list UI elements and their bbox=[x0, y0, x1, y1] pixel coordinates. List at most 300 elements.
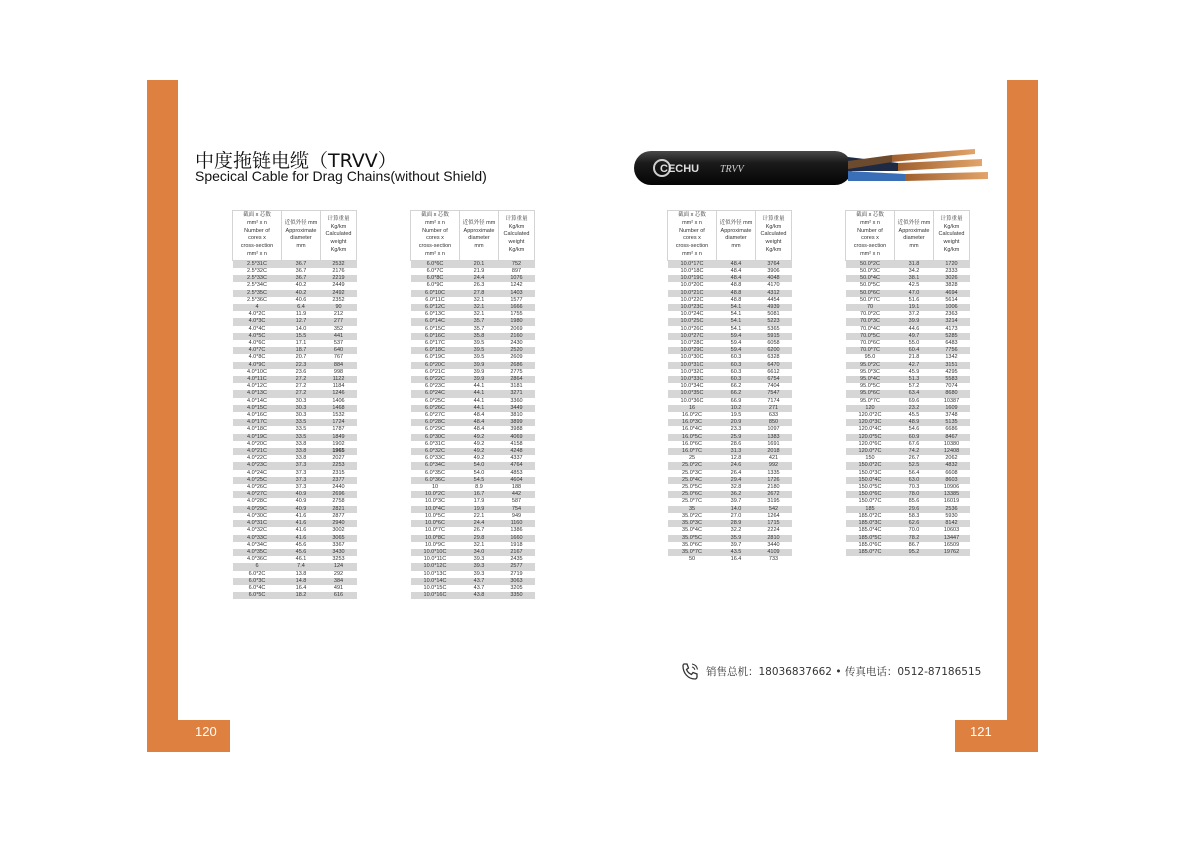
cell-diameter: 14.8 bbox=[282, 578, 321, 585]
table-row bbox=[846, 549, 970, 556]
table-row bbox=[668, 434, 792, 441]
cell-weight: 3449 bbox=[499, 405, 535, 412]
column-header-line: Approximate bbox=[898, 227, 930, 234]
cell-diameter: 35.9 bbox=[717, 535, 756, 542]
cell-weight: 1383 bbox=[756, 434, 792, 441]
column-header-line: mm² x n bbox=[247, 250, 267, 257]
table-row bbox=[411, 311, 535, 318]
cell-weight: 3899 bbox=[499, 419, 535, 426]
cell-diameter: 41.6 bbox=[282, 527, 321, 534]
cell-weight: 6612 bbox=[756, 369, 792, 376]
cell-diameter: 58.3 bbox=[895, 513, 934, 520]
cell-section: 6.0*2C bbox=[233, 571, 282, 578]
cell-section: 50.0*3C bbox=[846, 268, 895, 275]
cell-weight: 2180 bbox=[756, 484, 792, 491]
cell-diameter: 59.4 bbox=[717, 333, 756, 340]
cell-section: 50.0*4C bbox=[846, 275, 895, 282]
cell-diameter: 33.5 bbox=[282, 434, 321, 441]
column-header-1 bbox=[411, 211, 460, 261]
table-row bbox=[233, 571, 357, 578]
cell-weight: 7174 bbox=[756, 398, 792, 405]
cell-section: 6.0*15C bbox=[411, 326, 460, 333]
cell-weight: 2686 bbox=[499, 362, 535, 369]
cell-weight: 4173 bbox=[934, 326, 970, 333]
cell-diameter: 54.1 bbox=[717, 326, 756, 333]
cell-section: 35.0*7C bbox=[668, 549, 717, 556]
column-header-line: mm bbox=[909, 243, 919, 250]
cell-section: 10.0*25C bbox=[668, 318, 717, 325]
cell-weight: 7404 bbox=[756, 383, 792, 390]
cell-weight: 3988 bbox=[499, 426, 535, 433]
cell-section: 10.0*18C bbox=[668, 268, 717, 275]
cell-diameter: 45.5 bbox=[895, 412, 934, 419]
table-row bbox=[668, 369, 792, 376]
cell-diameter: 22.3 bbox=[282, 362, 321, 369]
cell-section: 4.0*21C bbox=[233, 448, 282, 455]
cell-weight: 6200 bbox=[756, 347, 792, 354]
cell-section: 35.0*5C bbox=[668, 535, 717, 542]
column-header-line: cores x bbox=[248, 235, 266, 242]
cell-diameter: 44.1 bbox=[460, 390, 499, 397]
table-row bbox=[411, 412, 535, 419]
cell-weight: 542 bbox=[756, 506, 792, 513]
cell-weight: 271 bbox=[756, 405, 792, 412]
page-title-english: Specical Cable for Drag Chains(without Shield) bbox=[195, 168, 487, 184]
cell-diameter: 39.5 bbox=[460, 347, 499, 354]
cell-weight: 2520 bbox=[499, 347, 535, 354]
cell-weight: 2492 bbox=[321, 290, 357, 297]
cell-diameter: 56.4 bbox=[895, 470, 934, 477]
cell-weight: 3430 bbox=[321, 549, 357, 556]
table-row bbox=[668, 326, 792, 333]
table-row bbox=[233, 520, 357, 527]
cell-section: 10.0*2C bbox=[411, 491, 460, 498]
cell-section: 150.0*5C bbox=[846, 484, 895, 491]
column-header-line: 近似外径 mm bbox=[284, 219, 318, 226]
cell-weight: 2352 bbox=[321, 297, 357, 304]
table-row bbox=[668, 340, 792, 347]
cell-diameter: 37.2 bbox=[895, 311, 934, 318]
table-row bbox=[846, 311, 970, 318]
table-row bbox=[668, 513, 792, 520]
cell-weight: 6608 bbox=[934, 470, 970, 477]
cell-weight: 2719 bbox=[499, 571, 535, 578]
table-row bbox=[233, 304, 357, 311]
cell-section: 16.0*2C bbox=[668, 412, 717, 419]
cell-diameter: 35.7 bbox=[460, 326, 499, 333]
cell-weight: 1264 bbox=[756, 513, 792, 520]
cell-weight: 3002 bbox=[321, 527, 357, 534]
cell-weight: 1755 bbox=[499, 311, 535, 318]
cell-section: 4.0*16C bbox=[233, 412, 282, 419]
cell-section: 4.0*17C bbox=[233, 419, 282, 426]
cell-section: 120.0*2C bbox=[846, 412, 895, 419]
table-row bbox=[668, 556, 792, 563]
table-row bbox=[846, 354, 970, 361]
table-row bbox=[411, 383, 535, 390]
table-row bbox=[846, 477, 970, 484]
cell-diameter: 48.4 bbox=[717, 275, 756, 282]
cell-diameter: 54.0 bbox=[460, 462, 499, 469]
cell-diameter: 60.9 bbox=[895, 434, 934, 441]
cell-diameter: 16.4 bbox=[282, 585, 321, 592]
cell-section: 16.0*7C bbox=[668, 448, 717, 455]
cell-diameter: 54.6 bbox=[895, 426, 934, 433]
table-row bbox=[846, 369, 970, 376]
table-row bbox=[411, 592, 535, 599]
cell-section: 95.0*6C bbox=[846, 390, 895, 397]
table-row bbox=[846, 304, 970, 311]
cell-section: 4.0*36C bbox=[233, 556, 282, 563]
cell-diameter: 49.2 bbox=[460, 455, 499, 462]
cell-diameter: 16.7 bbox=[460, 491, 499, 498]
table-row bbox=[846, 462, 970, 469]
cell-diameter: 43.5 bbox=[717, 549, 756, 556]
table-row bbox=[668, 527, 792, 534]
table-row bbox=[668, 383, 792, 390]
cell-section: 6.0*5C bbox=[233, 592, 282, 599]
cell-section: 10.0*32C bbox=[668, 369, 717, 376]
cell-section: 4.0*19C bbox=[233, 434, 282, 441]
cell-diameter: 10.2 bbox=[717, 405, 756, 412]
cell-diameter: 60.4 bbox=[895, 347, 934, 354]
table-row bbox=[233, 347, 357, 354]
cell-weight: 4337 bbox=[499, 455, 535, 462]
table-row bbox=[411, 470, 535, 477]
cell-diameter: 39.7 bbox=[717, 498, 756, 505]
table-row bbox=[668, 275, 792, 282]
column-header-line: Approximate bbox=[463, 227, 495, 234]
column-header-line: cross-section bbox=[240, 243, 274, 250]
cell-section: 16.0*3C bbox=[668, 419, 717, 426]
table-row bbox=[668, 426, 792, 433]
column-header-3 bbox=[934, 211, 970, 261]
cell-weight: 5081 bbox=[756, 311, 792, 318]
table-row bbox=[411, 520, 535, 527]
cell-section: 10 bbox=[411, 484, 460, 491]
cell-diameter: 66.2 bbox=[717, 390, 756, 397]
table-row bbox=[233, 441, 357, 448]
table-row bbox=[411, 333, 535, 340]
cell-weight: 1386 bbox=[499, 527, 535, 534]
cell-weight: 1335 bbox=[756, 470, 792, 477]
cell-section: 4.0*6C bbox=[233, 340, 282, 347]
cell-weight: 3065 bbox=[321, 535, 357, 542]
cell-diameter: 55.0 bbox=[895, 340, 934, 347]
cell-diameter: 32.8 bbox=[717, 484, 756, 491]
cell-diameter: 41.6 bbox=[282, 535, 321, 542]
table-row bbox=[233, 333, 357, 340]
table-row bbox=[233, 275, 357, 282]
column-header-2 bbox=[460, 211, 499, 261]
table-row bbox=[668, 549, 792, 556]
cell-section: 6.0*6C bbox=[411, 260, 460, 268]
cell-diameter: 30.3 bbox=[282, 412, 321, 419]
cell-diameter: 49.7 bbox=[895, 333, 934, 340]
table-row bbox=[668, 398, 792, 405]
cell-section: 185 bbox=[846, 506, 895, 513]
table-row bbox=[668, 376, 792, 383]
cell-weight: 10387 bbox=[934, 398, 970, 405]
column-header-line: 计算重量 bbox=[762, 215, 785, 222]
cell-section: 4.0*22C bbox=[233, 455, 282, 462]
cell-weight: 8680 bbox=[934, 390, 970, 397]
cell-section: 6.0*10C bbox=[411, 290, 460, 297]
table-row bbox=[411, 362, 535, 369]
cell-diameter: 32.1 bbox=[460, 311, 499, 318]
cell-diameter: 62.6 bbox=[895, 520, 934, 527]
table-row bbox=[668, 290, 792, 297]
cell-section: 16.0*6C bbox=[668, 441, 717, 448]
table-row bbox=[411, 426, 535, 433]
cell-diameter: 40.9 bbox=[282, 491, 321, 498]
cell-section: 6.0*28C bbox=[411, 419, 460, 426]
cell-section: 10.0*26C bbox=[668, 326, 717, 333]
cell-weight: 1403 bbox=[499, 290, 535, 297]
column-header-line: 计算重量 bbox=[327, 215, 350, 222]
cell-weight: 1097 bbox=[756, 426, 792, 433]
cell-diameter: 52.5 bbox=[895, 462, 934, 469]
cell-section: 2.5*34C bbox=[233, 282, 282, 289]
table-row bbox=[233, 340, 357, 347]
cell-diameter: 29.8 bbox=[460, 535, 499, 542]
cell-diameter: 43.7 bbox=[460, 578, 499, 585]
table-row bbox=[846, 340, 970, 347]
spec-table-1 bbox=[232, 210, 357, 599]
cell-diameter: 47.0 bbox=[895, 290, 934, 297]
cell-weight: 4048 bbox=[756, 275, 792, 282]
cell-weight: 2062 bbox=[934, 455, 970, 462]
cell-weight: 1965 bbox=[321, 448, 357, 455]
cell-diameter: 22.1 bbox=[460, 513, 499, 520]
cell-weight: 5223 bbox=[756, 318, 792, 325]
column-header-line: 近似外径 mm bbox=[462, 219, 496, 226]
cell-diameter: 66.9 bbox=[717, 398, 756, 405]
table-row bbox=[411, 477, 535, 484]
column-header-line: diameter bbox=[903, 235, 925, 242]
cell-section: 6.0*18C bbox=[411, 347, 460, 354]
column-header-line: diameter bbox=[290, 235, 312, 242]
cell-weight: 2069 bbox=[499, 326, 535, 333]
table-row bbox=[233, 282, 357, 289]
cell-diameter: 39.3 bbox=[460, 563, 499, 570]
cell-weight: 5614 bbox=[934, 297, 970, 304]
spec-table-3 bbox=[667, 210, 792, 563]
cell-weight: 1691 bbox=[756, 441, 792, 448]
cell-weight: 4295 bbox=[934, 369, 970, 376]
column-header-line: Kg/km bbox=[508, 247, 525, 254]
cell-diameter: 27.2 bbox=[282, 376, 321, 383]
cell-section: 10.0*16C bbox=[411, 592, 460, 599]
cell-section: 4.0*2C bbox=[233, 311, 282, 318]
cell-diameter: 12.7 bbox=[282, 318, 321, 325]
column-header-line: cross-section bbox=[675, 243, 709, 250]
cell-diameter: 27.8 bbox=[460, 290, 499, 297]
table-row bbox=[411, 484, 535, 491]
table-row bbox=[411, 491, 535, 498]
cell-section: 70.0*7C bbox=[846, 347, 895, 354]
cell-diameter: 78.2 bbox=[895, 535, 934, 542]
cell-section: 25.0*5C bbox=[668, 484, 717, 491]
cell-diameter: 33.5 bbox=[282, 419, 321, 426]
cable-label-text: TRVV bbox=[720, 164, 744, 175]
cell-diameter: 39.7 bbox=[717, 542, 756, 549]
column-header-line: 计算重量 bbox=[940, 215, 963, 222]
cell-diameter: 40.9 bbox=[282, 506, 321, 513]
table-row bbox=[233, 592, 357, 599]
cell-diameter: 41.6 bbox=[282, 520, 321, 527]
cell-section: 10.0*19C bbox=[668, 275, 717, 282]
cell-weight: 6058 bbox=[756, 340, 792, 347]
cell-weight: 6483 bbox=[934, 340, 970, 347]
cell-section: 4.0*25C bbox=[233, 477, 282, 484]
cell-diameter: 32.2 bbox=[717, 527, 756, 534]
table-header-row bbox=[233, 211, 357, 261]
cell-diameter: 33.8 bbox=[282, 455, 321, 462]
table-row bbox=[846, 434, 970, 441]
cell-section: 10.0*14C bbox=[411, 578, 460, 585]
cell-section: 70.0*5C bbox=[846, 333, 895, 340]
spec-table-4 bbox=[845, 210, 970, 556]
cell-section: 10.0*17C bbox=[668, 260, 717, 268]
table-row bbox=[668, 484, 792, 491]
column-header-line: cores x bbox=[683, 235, 701, 242]
cell-diameter: 44.1 bbox=[460, 405, 499, 412]
cell-section: 25 bbox=[668, 455, 717, 462]
cell-weight: 6754 bbox=[756, 376, 792, 383]
cell-section: 10.0*8C bbox=[411, 535, 460, 542]
column-header-line: weight bbox=[943, 239, 960, 246]
cell-section: 2.5*35C bbox=[233, 290, 282, 297]
cell-section: 10.0*6C bbox=[411, 520, 460, 527]
table-row bbox=[411, 506, 535, 513]
cell-diameter: 54.1 bbox=[717, 304, 756, 311]
cell-diameter: 36.7 bbox=[282, 268, 321, 275]
cell-section: 185.0*7C bbox=[846, 549, 895, 556]
cell-section: 6.0*30C bbox=[411, 434, 460, 441]
table-row bbox=[233, 369, 357, 376]
cell-weight: 949 bbox=[499, 513, 535, 520]
table-row bbox=[411, 354, 535, 361]
cell-weight: 850 bbox=[756, 419, 792, 426]
cell-section: 10.0*10C bbox=[411, 549, 460, 556]
cell-section: 10.0*20C bbox=[668, 282, 717, 289]
cell-weight: 4939 bbox=[756, 304, 792, 311]
left-accent-bar bbox=[147, 80, 178, 752]
cell-section: 35 bbox=[668, 506, 717, 513]
cell-weight: 1577 bbox=[499, 297, 535, 304]
cell-section: 185.0*2C bbox=[846, 513, 895, 520]
cell-weight: 2435 bbox=[499, 556, 535, 563]
cell-diameter: 20.1 bbox=[460, 260, 499, 268]
cell-weight: 1006 bbox=[934, 304, 970, 311]
cell-weight: 212 bbox=[321, 311, 357, 318]
cell-section: 70.0*4C bbox=[846, 326, 895, 333]
table-row bbox=[233, 398, 357, 405]
cell-diameter: 59.4 bbox=[717, 340, 756, 347]
cell-diameter: 39.9 bbox=[460, 376, 499, 383]
cell-section: 6.0*7C bbox=[411, 268, 460, 275]
cell-section: 50.0*7C bbox=[846, 297, 895, 304]
cell-diameter: 37.3 bbox=[282, 477, 321, 484]
cell-weight: 5930 bbox=[934, 513, 970, 520]
cell-diameter: 48.4 bbox=[460, 426, 499, 433]
cell-section: 6.0*12C bbox=[411, 304, 460, 311]
cell-section: 6.0*34C bbox=[411, 462, 460, 469]
table-row bbox=[233, 527, 357, 534]
column-header-line: 计算重量 bbox=[505, 215, 528, 222]
column-header-line: Number of bbox=[679, 227, 705, 234]
cell-weight: 16019 bbox=[934, 498, 970, 505]
cell-section: 6.0*3C bbox=[233, 578, 282, 585]
cell-weight: 2224 bbox=[756, 527, 792, 534]
cell-diameter: 24.6 bbox=[717, 462, 756, 469]
column-header-1 bbox=[668, 211, 717, 261]
column-header-2 bbox=[895, 211, 934, 261]
cell-section: 16 bbox=[668, 405, 717, 412]
cell-section: 6.0*11C bbox=[411, 297, 460, 304]
cell-section: 4.0*12C bbox=[233, 383, 282, 390]
table-row bbox=[668, 535, 792, 542]
table-row bbox=[411, 369, 535, 376]
cell-weight: 897 bbox=[499, 268, 535, 275]
column-header-line: Approximate bbox=[720, 227, 752, 234]
cell-weight: 633 bbox=[756, 412, 792, 419]
table-row bbox=[668, 354, 792, 361]
cell-weight: 884 bbox=[321, 362, 357, 369]
cell-diameter: 51.6 bbox=[895, 297, 934, 304]
table-row bbox=[233, 462, 357, 469]
cell-section: 10.0*22C bbox=[668, 297, 717, 304]
cell-section: 4.0*34C bbox=[233, 542, 282, 549]
cell-weight: 1666 bbox=[499, 304, 535, 311]
column-header-line: Calculated bbox=[325, 231, 352, 238]
column-header-1 bbox=[846, 211, 895, 261]
cell-section: 2.5*32C bbox=[233, 268, 282, 275]
table-row bbox=[411, 563, 535, 570]
cell-weight: 2532 bbox=[321, 260, 357, 268]
cell-weight: 2864 bbox=[499, 376, 535, 383]
cell-section: 6 bbox=[233, 563, 282, 570]
cell-section: 120.0*5C bbox=[846, 434, 895, 441]
table-row bbox=[846, 441, 970, 448]
cell-weight: 5135 bbox=[934, 419, 970, 426]
cell-weight: 2363 bbox=[934, 311, 970, 318]
table-row bbox=[668, 520, 792, 527]
table-row bbox=[846, 426, 970, 433]
cell-section: 185.0*5C bbox=[846, 535, 895, 542]
cell-diameter: 43.8 bbox=[460, 592, 499, 599]
cell-diameter: 11.9 bbox=[282, 311, 321, 318]
cell-weight: 441 bbox=[321, 333, 357, 340]
cell-weight: 5365 bbox=[756, 326, 792, 333]
cell-section: 70.0*3C bbox=[846, 318, 895, 325]
table-row bbox=[668, 297, 792, 304]
phone-icon bbox=[680, 662, 700, 680]
cell-weight: 421 bbox=[756, 455, 792, 462]
column-header-line: mm bbox=[474, 243, 484, 250]
cell-diameter: 32.1 bbox=[460, 542, 499, 549]
cell-diameter: 32.1 bbox=[460, 297, 499, 304]
cell-section: 10.0*33C bbox=[668, 376, 717, 383]
cell-section: 4.0*31C bbox=[233, 520, 282, 527]
cell-weight: 4454 bbox=[756, 297, 792, 304]
table-row bbox=[233, 268, 357, 275]
cell-weight: 19762 bbox=[934, 549, 970, 556]
table-row bbox=[233, 290, 357, 297]
cell-weight: 1246 bbox=[321, 390, 357, 397]
cell-diameter: 43.7 bbox=[460, 585, 499, 592]
